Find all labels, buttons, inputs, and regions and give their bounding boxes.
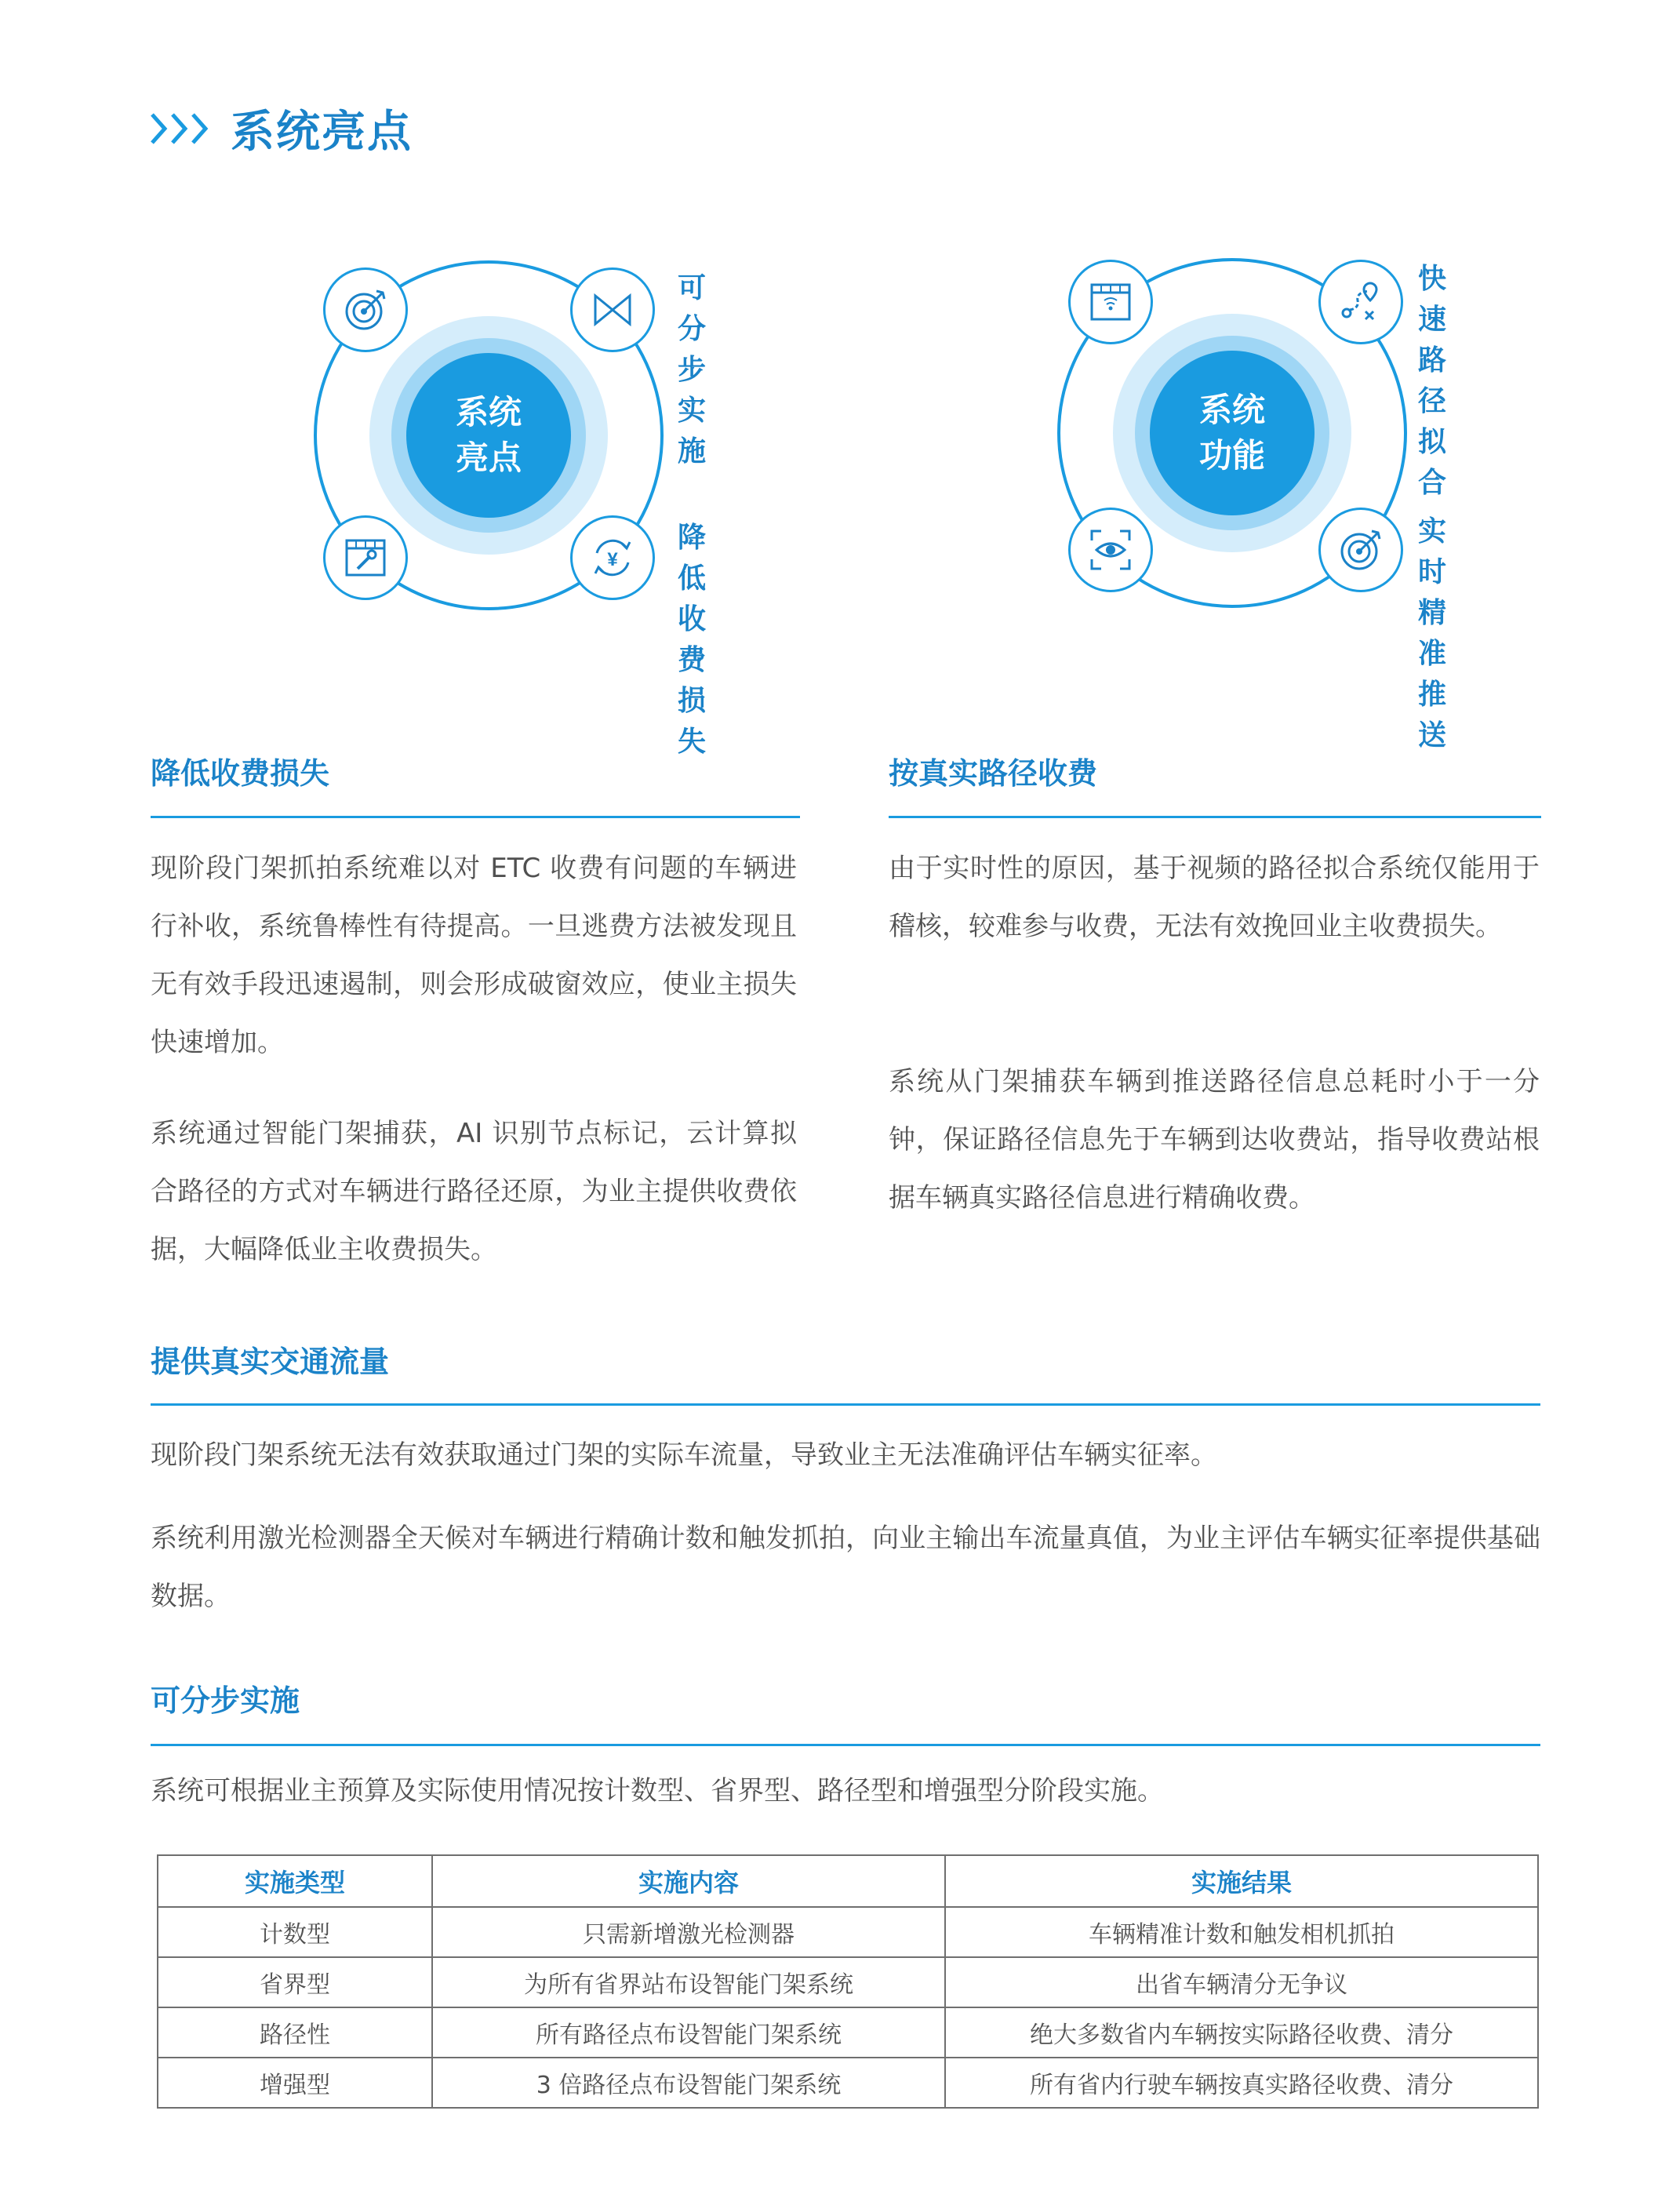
table-cell: 计数型 xyxy=(158,1907,432,1957)
label-line: 可分步 xyxy=(678,272,707,386)
table-cell: 为所有省界站布设智能门架系统 xyxy=(432,1957,945,2007)
node-stepwise xyxy=(570,267,655,352)
svg-text:¥: ¥ xyxy=(607,549,618,570)
label-route-fitting xyxy=(1418,259,1446,504)
table-cell: 路径性 xyxy=(158,2007,432,2058)
target-icon xyxy=(340,285,391,335)
node-traffic xyxy=(323,515,408,600)
table-cell: 3 倍路径点布设智能门架系统 xyxy=(432,2058,945,2108)
center-circle xyxy=(406,353,571,518)
paragraph: 现阶段门架系统无法有效获取通过门架的实际车流量，导致业主无法准确评估车辆实征率。 xyxy=(151,1439,1217,1471)
label-loss xyxy=(678,518,706,762)
node-gantry xyxy=(1068,260,1153,344)
label-line: 快速路径 xyxy=(1418,263,1447,417)
table-cell: 省界型 xyxy=(158,1957,432,2007)
center-line-1: 系统 xyxy=(455,393,522,431)
label-line: 实施 xyxy=(678,395,707,468)
paragraph: 现阶段门架抓拍系统难以对 ETC 收费有问题的车辆进行补收，系统鲁棒性有待提高。一旦逃费方法被发现且无有效手段迅速遏制，则会形成破窗效应，使业主损失快速增加。 xyxy=(151,853,797,1058)
paragraph: 由于实时性的原因，基于视频的路径拟合系统仅能用于稽核，较难参与收费，无法有效挽回业主收费损失。 xyxy=(889,853,1540,942)
table-cell: 车辆精准计数和触发相机抓拍 xyxy=(945,1907,1538,1957)
section-heading-route: 按真实路径收费 xyxy=(889,756,1098,791)
section-rule xyxy=(151,1403,1540,1406)
table-cell: 所有省内行驶车辆按真实路径收费、清分 xyxy=(945,2058,1538,2108)
label-line: 推送 xyxy=(1418,679,1447,751)
table-header-row xyxy=(158,1855,1538,1907)
center-circle xyxy=(1150,351,1315,515)
section-heading-traffic: 提供真实交通流量 xyxy=(151,1345,390,1379)
column-header: 实施结果 xyxy=(945,1855,1538,1907)
paragraph: 系统利用激光检测器全天候对车辆进行精确计数和触发抓拍，向业主输出车流量真值，为业主评估车辆实征率提供基础数据。 xyxy=(151,1523,1540,1612)
label-line: 降低收费 xyxy=(678,522,707,676)
section-heading-loss: 降低收费损失 xyxy=(151,756,330,791)
target-icon xyxy=(1336,525,1386,575)
paragraph: 系统通过智能门架捕获，AI 识别节点标记，云计算拟合路径的方式对车辆进行路径还原，为业主提供收费依据，大幅降低业主收费损失。 xyxy=(151,1118,797,1265)
gantry-icon xyxy=(1085,277,1136,327)
center-line-1: 系统 xyxy=(1198,391,1265,429)
implementation-table xyxy=(157,1854,1539,2109)
node-route-toll xyxy=(323,267,408,352)
node-loss xyxy=(570,515,655,600)
paragraph: 系统从门架捕获车辆到推送路径信息总耗时小于一分钟，保证路径信息先于车辆到达收费站，指导收费站根据车辆真实路径信息进行精确收费。 xyxy=(889,1066,1540,1214)
triple-chevron-icon xyxy=(149,110,213,147)
table-cell: 所有路径点布设智能门架系统 xyxy=(432,2007,945,2058)
table-row xyxy=(158,2058,1538,2108)
page-title: 系统亮点 xyxy=(231,107,413,158)
section-rule xyxy=(151,1744,1540,1746)
eye-scan-icon xyxy=(1085,525,1136,575)
table-cell: 绝大多数省内车辆按实际路径收费、清分 xyxy=(945,2007,1538,2058)
label-line: 实时精准 xyxy=(1418,515,1447,670)
label-stepwise xyxy=(678,268,706,472)
table-cell: 出省车辆清分无争议 xyxy=(945,1957,1538,2007)
label-line: 拟合 xyxy=(1418,426,1447,499)
table-row xyxy=(158,1957,1538,2007)
label-line: 损失 xyxy=(678,685,707,758)
section-rule xyxy=(889,816,1541,818)
paragraph: 系统可根据业主预算及实际使用情况按计数型、省界型、路径型和增强型分阶段实施。 xyxy=(151,1775,1164,1807)
table-row xyxy=(158,1907,1538,1957)
center-line-2: 亮点 xyxy=(455,439,522,477)
center-line-2: 功能 xyxy=(1198,436,1265,475)
yen-cycle-icon xyxy=(587,533,638,583)
node-ai xyxy=(1068,508,1153,592)
gantry-wrench-icon xyxy=(340,533,391,583)
section-rule xyxy=(151,816,800,818)
label-realtime xyxy=(1418,511,1446,756)
page-header xyxy=(149,97,413,160)
bowtie-icon xyxy=(587,285,638,335)
node-realtime xyxy=(1318,508,1403,592)
table-row xyxy=(158,2007,1538,2058)
table-cell: 增强型 xyxy=(158,2058,432,2108)
section-heading-stepwise: 可分步实施 xyxy=(151,1683,300,1718)
route-fitting-icon xyxy=(1336,277,1386,327)
table-cell: 只需新增激光检测器 xyxy=(432,1907,945,1957)
column-header: 实施内容 xyxy=(432,1855,945,1907)
column-header: 实施类型 xyxy=(158,1855,432,1907)
node-route-fitting xyxy=(1318,260,1403,344)
